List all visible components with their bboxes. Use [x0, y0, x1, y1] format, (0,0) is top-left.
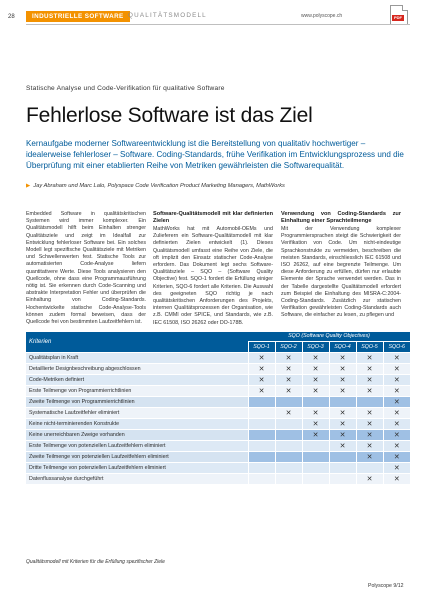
empty-cell	[248, 429, 275, 440]
check-mark-icon: ✕	[329, 429, 356, 440]
check-mark-icon: ✕	[383, 352, 410, 363]
check-mark-icon: ✕	[329, 418, 356, 429]
check-mark-icon: ✕	[383, 473, 410, 484]
check-mark-icon: ✕	[383, 396, 410, 407]
section-label: QUALITÄTSMODELL	[128, 12, 207, 19]
site-url[interactable]: www.polyscope.ch	[301, 13, 343, 19]
check-mark-icon: ✕	[302, 385, 329, 396]
empty-cell	[248, 462, 275, 473]
body-column-2	[153, 211, 273, 327]
column-header: SQO-2	[275, 341, 302, 352]
check-mark-icon: ✕	[302, 352, 329, 363]
check-mark-icon: ✕	[356, 429, 383, 440]
check-mark-icon: ✕	[248, 374, 275, 385]
criterion-label: Detaillierte Designbeschreibung abgeschlossen	[26, 363, 248, 374]
check-mark-icon: ✕	[383, 429, 410, 440]
empty-cell	[248, 396, 275, 407]
empty-cell	[275, 418, 302, 429]
criterion-label: Datenflussanalyse durchgeführt	[26, 473, 248, 484]
column-header: SQO-4	[329, 341, 356, 352]
table-row	[26, 396, 410, 407]
empty-cell	[356, 462, 383, 473]
check-mark-icon: ✕	[356, 473, 383, 484]
empty-cell	[275, 396, 302, 407]
check-mark-icon: ✕	[302, 374, 329, 385]
check-mark-icon: ✕	[248, 363, 275, 374]
column-header: SQO-1	[248, 341, 275, 352]
check-mark-icon: ✕	[383, 363, 410, 374]
criterion-label: Qualitätsplan in Kraft	[26, 352, 248, 363]
arrow-icon: ▶	[26, 183, 31, 189]
check-mark-icon: ✕	[329, 407, 356, 418]
body-text: Embedded Software in qualitätskritischen Systemen wird immer komplexer. Ein Qualitätsmodell hilft beim Einhalten strenger Qualitätsziele und zeigt im Idealfall zur Entwicklung fehlerloser Software bei. Ein solches Modell legt spezifische Qualitätsziele mit Metriken und Schwellenwerten fest. Statische Tools zur automatisierten Code-Analyse liefern quantitativere Werte. Diese Tools analysieren den Quellcode, ohne dass eine Programmausführung nötig ist. Sie erkennen durch Code-Scanning und abstrakte Interpretation Fehler und überprüfen die Einhaltung von Coding-Standards. Hochentwickelte statische Code-Analyse-Tools können zudem formal beweisen, dass der Quellcode frei von bestimmten Laufzeitfehlern ist.	[26, 211, 146, 326]
criterion-label: Dritte Teilmenge von potenziellen Laufzeitfehlern eliminiert	[26, 462, 248, 473]
check-mark-icon: ✕	[356, 407, 383, 418]
empty-cell	[302, 462, 329, 473]
check-mark-icon: ✕	[356, 451, 383, 462]
check-mark-icon: ✕	[383, 462, 410, 473]
body-column-3	[281, 211, 401, 320]
criterion-label: Erste Teilmenge von Programmierrichtlinien	[26, 385, 248, 396]
check-mark-icon: ✕	[329, 385, 356, 396]
criterion-label: Code-Metriken definiert	[26, 374, 248, 385]
check-mark-icon: ✕	[329, 374, 356, 385]
table-row	[26, 418, 410, 429]
check-mark-icon: ✕	[383, 374, 410, 385]
check-mark-icon: ✕	[356, 440, 383, 451]
subheading: Verwendung von Coding-Standards zur Einhaltung einer Sprachteilmenge	[281, 211, 401, 224]
column-header: SQO-3	[302, 341, 329, 352]
page-header	[0, 0, 424, 28]
check-mark-icon: ✕	[248, 352, 275, 363]
table-row	[26, 363, 410, 374]
empty-cell	[275, 440, 302, 451]
empty-cell	[248, 407, 275, 418]
table-row	[26, 451, 410, 462]
pdf-label: PDF	[394, 15, 402, 20]
empty-cell	[329, 462, 356, 473]
empty-cell	[248, 473, 275, 484]
table-row	[26, 407, 410, 418]
check-mark-icon: ✕	[356, 352, 383, 363]
criterion-label: Erste Teilmenge von potenziellen Laufzeitfehlern eliminiert	[26, 440, 248, 451]
criterion-label: Keine unerreichbaren Zweige vorhanden	[26, 429, 248, 440]
subheading: Software-Qualitätsmodell mit klar definierten Zielen	[153, 211, 273, 224]
empty-cell	[302, 396, 329, 407]
empty-cell	[329, 451, 356, 462]
check-mark-icon: ✕	[383, 418, 410, 429]
check-mark-icon: ✕	[248, 385, 275, 396]
empty-cell	[275, 462, 302, 473]
empty-cell	[329, 473, 356, 484]
empty-cell	[329, 396, 356, 407]
check-mark-icon: ✕	[329, 440, 356, 451]
table-caption: Qualitätsmodell mit Kriterien für die Erfüllung spezifischer Ziele	[26, 559, 165, 565]
check-mark-icon: ✕	[275, 352, 302, 363]
empty-cell	[248, 418, 275, 429]
body-text: MathWorks hat mit Automobil-OEMs und Zulieferern ein Software-Qualitätsmodell mit klar definierten Zielen entwickelt (1). Dieses Qualitätsmodell umfasst eine Reihe von Ziele, die oft implizit den Einsatz statischer Code-Analyse erfordern. Das Dokument legt sechs Software-Qualitätsziele – SQO – (Software Quality Objective) fest. SQO-1 fordert die Erfüllung einiger Kriterien, SQO-6 fordert alle Kriterien. Die Auswahl des geeigneten SQO richtig je nach qualitätskritischen Anforderungen des Projekts, internen Qualitätsprozessen der Organisation, wie z.B. CMMI oder SPICE, und Standards, wie z.B. IEC 61508, ISO 26262 oder DO-178B.	[153, 226, 273, 326]
criteria-header: Kriterien	[26, 332, 248, 352]
empty-cell	[302, 473, 329, 484]
table-row	[26, 429, 410, 440]
article-title: Fehlerlose Software ist das Ziel	[26, 104, 313, 127]
table-row	[26, 374, 410, 385]
table-row	[26, 440, 410, 451]
page-footer: Polyscope 9/12	[368, 583, 404, 589]
empty-cell	[302, 451, 329, 462]
article-kicker: Statische Analyse und Code-Verifikation für qualitative Software	[26, 85, 225, 92]
check-mark-icon: ✕	[356, 374, 383, 385]
column-header: SQO-5	[356, 341, 383, 352]
check-mark-icon: ✕	[383, 407, 410, 418]
check-mark-icon: ✕	[383, 440, 410, 451]
empty-cell	[275, 473, 302, 484]
empty-cell	[248, 451, 275, 462]
sqo-group-header: SQO (Software Quality Objectives)	[248, 332, 410, 341]
check-mark-icon: ✕	[302, 429, 329, 440]
article-lead: Kernaufgabe moderner Softwareentwicklung ist die Bereitstellung von qualitativ hochwertiger – idealerweise fehlerloser – Software. Coding-Standards, frühe Verifikation im Entwicklungsprozess und die Überprüfung mit einer etablierten Reihe von Metriken gewährleisten die Softwarequalität.	[26, 139, 404, 171]
column-header: SQO-6	[383, 341, 410, 352]
check-mark-icon: ✕	[356, 363, 383, 374]
check-mark-icon: ✕	[329, 363, 356, 374]
criterion-label: Keine nicht-terminierenden Konstrukte	[26, 418, 248, 429]
table-row	[26, 385, 410, 396]
empty-cell	[275, 451, 302, 462]
check-mark-icon: ✕	[356, 385, 383, 396]
pdf-icon[interactable]	[390, 5, 408, 25]
check-mark-icon: ✕	[383, 451, 410, 462]
quality-model-table	[26, 332, 410, 484]
empty-cell	[275, 429, 302, 440]
check-mark-icon: ✕	[275, 407, 302, 418]
table-row	[26, 462, 410, 473]
body-text: Mit der Verwendung komplexer Programmiersprachen steigt die Schwierigkeit der Verifikation von Code. Um nicht-eindeutige Sprachkonstrukte zu vermeiden, beschreiben die meisten Standards, einschliesslich IEC 61508 und ISO 26262, auf eine begrenzte Teilmenge. Um diese Anforderung zu erfüllen, dürfen nur erlaubte Elemente der Sprache verwendet werden. Das in der Tabelle dargestellte Qualitätsmodell erfordert zum Beispiel die Einhaltung des MISRA-C:2004-Coding-Standards. Zusätzlich zur statischen Verifikation gewährleisten Coding-Standards auch Software, die einfacher zu lesen, zu pflegen und	[281, 226, 401, 319]
criterion-label: Systematische Laufzeitfehler eliminiert	[26, 407, 248, 418]
check-mark-icon: ✕	[275, 363, 302, 374]
empty-cell	[302, 440, 329, 451]
section-tag: INDUSTRIELLE SOFTWARE	[26, 11, 130, 22]
body-column-1	[26, 211, 146, 326]
check-mark-icon: ✕	[275, 374, 302, 385]
byline-text: Jay Abraham und Marc Lalo, Polyspace Code Verification Product Marketing Managers, MathWorks	[33, 183, 285, 189]
header-divider	[26, 24, 410, 25]
empty-cell	[356, 396, 383, 407]
check-mark-icon: ✕	[302, 407, 329, 418]
check-mark-icon: ✕	[302, 363, 329, 374]
table-row	[26, 352, 410, 363]
article-byline	[26, 183, 285, 189]
page-number: 28	[8, 14, 15, 20]
check-mark-icon: ✕	[356, 418, 383, 429]
check-mark-icon: ✕	[275, 385, 302, 396]
table-row	[26, 473, 410, 484]
criterion-label: Zweite Teilmenge von potenziellen Laufzeitfehlern eliminiert	[26, 451, 248, 462]
criterion-label: Zweite Teilmenge von Programmierrichtlinien	[26, 396, 248, 407]
empty-cell	[248, 440, 275, 451]
check-mark-icon: ✕	[329, 352, 356, 363]
check-mark-icon: ✕	[383, 385, 410, 396]
check-mark-icon: ✕	[302, 418, 329, 429]
